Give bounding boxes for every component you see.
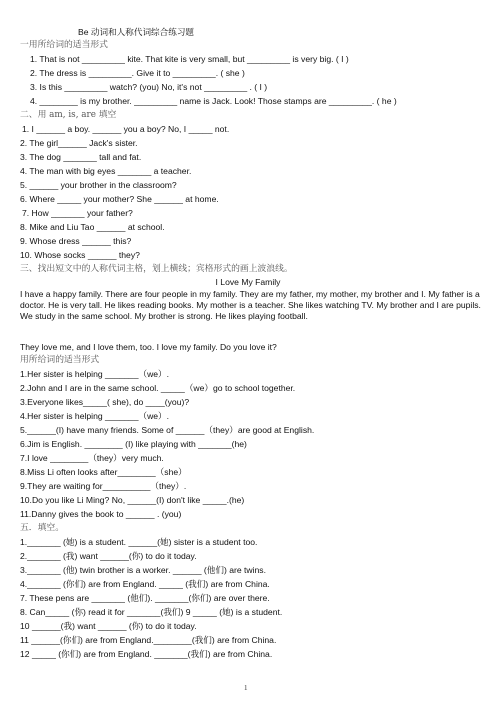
section-5-item-12: 12 _____ (你们) are from England. _______(我们) are from China. bbox=[20, 649, 273, 659]
passage-text: I have a happy family. There are four people in my family. They are my father, my mother, my brother and I. My father is a doctor. He is very tall. He likes reading books. My mother is a teacher. She likes watching TV. My brother and I are pupils. We study in the same school. My brother is strong. He likes playing football. bbox=[20, 289, 481, 322]
worksheet-title: Be 动词和人称代词综合练习题 bbox=[78, 27, 195, 37]
section-2-item-9: 9. Whose dress ______ this? bbox=[20, 236, 132, 246]
section-1-item-3: 3. Is this _________ watch? (you) No, it's not _________ . ( I ) bbox=[30, 82, 268, 92]
section-5-item-10: 10 ______(我) want ______ (你) to do it today. bbox=[20, 621, 197, 631]
section-4-item-8: 8.Miss Li often looks after________（she） bbox=[20, 467, 187, 477]
section-2-item-4: 4. The man with big eyes _______ a teacher. bbox=[20, 166, 192, 176]
section-4-item-3: 3.Everyone likes_____( she), do ____(you)? bbox=[20, 397, 190, 407]
section-4-heading: 用所给词的适当形式 bbox=[20, 355, 100, 365]
section-5-item-4: 4._______ (你们) are from England. _____ (我们) are from China. bbox=[20, 579, 270, 589]
section-5-item-8: 8. Can_____ (你) read it for _______(我们) 9 _____ (她) is a student. bbox=[20, 607, 283, 617]
section-5-item-1: 1._______ (她) is a student. ______(她) sister is a student too. bbox=[20, 537, 258, 547]
section-2-item-7: 7. How _______ your father? bbox=[22, 208, 133, 218]
section-4-item-4: 4.Her sister is helping _______（we）. bbox=[20, 411, 170, 421]
section-5-item-7: 7. These pens are _______ (他们). _______(你们) are over there. bbox=[20, 593, 270, 603]
section-4-item-10: 10.Do you like Li Ming? No, ______(I) don't like _____.(he) bbox=[20, 495, 245, 505]
section-2-item-6: 6. Where _____ your mother? She ______ at home. bbox=[20, 194, 219, 204]
section-5-item-3: 3._______ (他) twin brother is a worker. ______ (他们) are twins. bbox=[20, 565, 266, 575]
section-5-heading: 五．填空。 bbox=[20, 523, 64, 533]
section-1-item-4: 4. ________ is my brother. _________ name is Jack. Look! Those stamps are _________. ( he ) bbox=[30, 96, 397, 106]
section-4-item-5: 5.______(I) have many friends. Some of ______（they）are good at English. bbox=[20, 425, 315, 435]
section-5-item-11: 11 ______(你们) are from England.________(我们) are from China. bbox=[20, 635, 277, 645]
passage-closing: They love me, and I love them, too. I love my family. Do you love it? bbox=[20, 342, 277, 352]
section-2-item-3: 3. The dog _______ tall and fat. bbox=[20, 152, 142, 162]
page-number: 1 bbox=[244, 684, 248, 692]
section-3-heading: 三、找出短文中的人称代词主格，划上横线；宾格形式的画上波浪线。 bbox=[20, 264, 293, 274]
section-4-item-9: 9.They are waiting for__________（they）. bbox=[20, 481, 187, 491]
section-5-item-2: 2._______ (我) want ______(你) to do it today. bbox=[20, 551, 197, 561]
passage-title: I Love My Family bbox=[215, 277, 281, 287]
section-1-item-2: 2. The dress is _________. Give it to _________. ( she ) bbox=[30, 68, 245, 78]
section-1-item-1: 1. That is not _________ kite. That kite is very small, but _________ is very big. ( I ) bbox=[30, 54, 349, 64]
section-4-item-2: 2.John and I are in the same school. _____（we）go to school together. bbox=[20, 383, 296, 393]
section-2-item-2: 2. The girl______ Jack's sister. bbox=[20, 138, 138, 148]
section-2-item-8: 8. Mike and Liu Tao ______ at school. bbox=[20, 222, 165, 232]
section-1-heading: 一用所给词的适当形式 bbox=[20, 40, 108, 50]
section-2-item-5: 5. ______ your brother in the classroom? bbox=[20, 180, 177, 190]
section-4-item-6: 6.Jim is English. ________ (I) like playing with _______(he) bbox=[20, 439, 247, 449]
section-2-item-1: 1. I ______ a boy. ______ you a boy? No, I _____ not. bbox=[22, 124, 230, 134]
section-2-item-10: 10. Whose socks ______ they? bbox=[20, 250, 140, 260]
section-4-item-11: 11.Danny gives the book to ______ . (you) bbox=[20, 509, 182, 519]
section-4-item-7: 7.I love ________（they）very much. bbox=[20, 453, 164, 463]
section-2-heading: 二、用 am, is, are 填空 bbox=[20, 110, 117, 120]
section-4-item-1: 1.Her sister is helping _______（we）. bbox=[20, 369, 170, 379]
